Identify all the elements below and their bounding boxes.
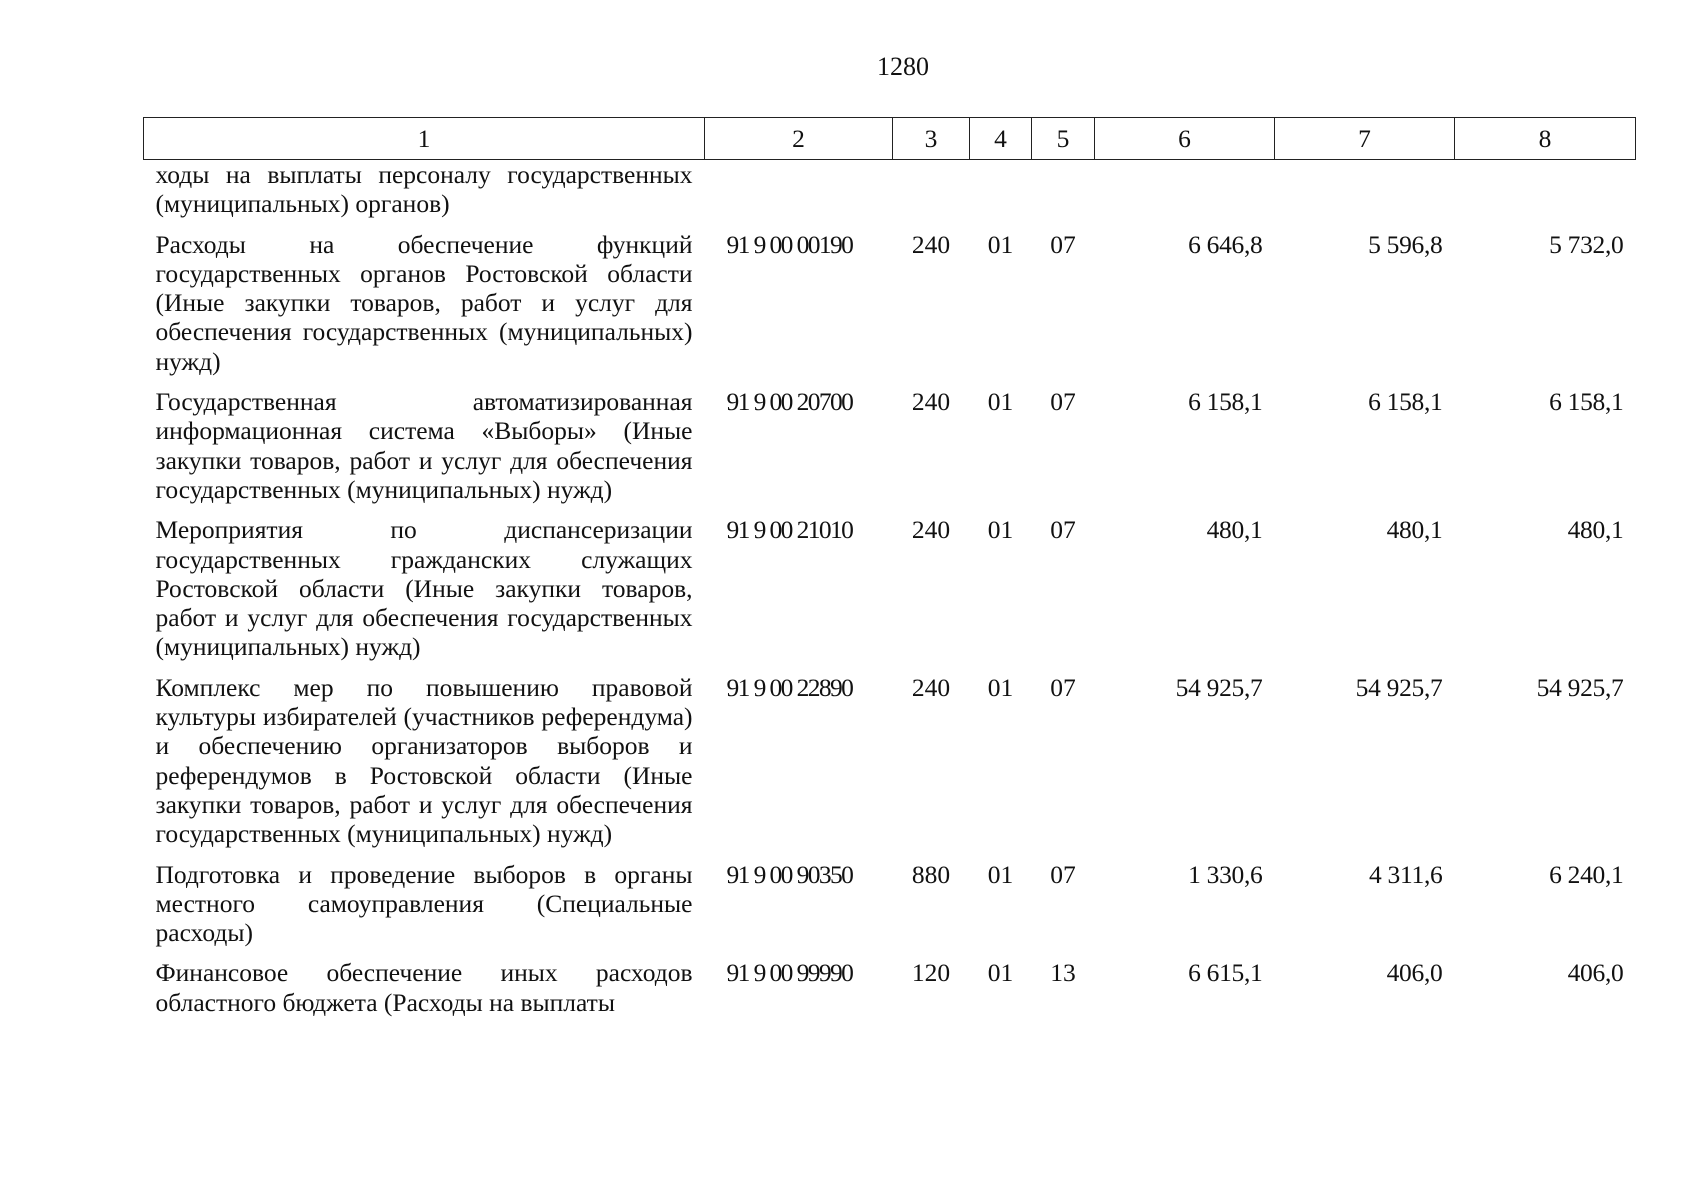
- row-amount-col7: 406,0: [1386, 958, 1443, 988]
- row-amount-col7: 4 311,6: [1369, 859, 1443, 889]
- row-subsection: 07: [1050, 515, 1076, 545]
- row-target-code: 91 9 00 90350: [726, 859, 853, 889]
- column-header-2: 2: [705, 118, 893, 160]
- row-amount-col6: 6 158,1: [1188, 387, 1263, 417]
- row-section: 01: [987, 229, 1014, 259]
- row-expense-type: 120: [911, 958, 951, 988]
- row-description: Комплекс мер по повышению правовой культуры избирателей (участников референдума) и обеспечению организаторов выборов и референдумов в Ростовской области (Иные закупки товаров, работ и услуг для обеспечения государственных (муниципальных) нужд): [155, 672, 693, 849]
- column-header-4: 4: [970, 118, 1032, 160]
- row-expense-type: 240: [911, 229, 951, 259]
- row-amount-col8: 6 158,1: [1549, 387, 1624, 417]
- continued-description: ходы на выплаты персоналу государственных (муниципальных) органов): [155, 160, 693, 219]
- table-header: [144, 118, 1636, 160]
- row-amount-col8: 6 240,1: [1549, 859, 1624, 889]
- row-subsection: 07: [1050, 229, 1076, 259]
- row-amount-col8: 5 732,0: [1549, 229, 1624, 259]
- row-target-code: 91 9 00 22890: [726, 672, 853, 702]
- row-amount-col8: 406,0: [1567, 958, 1624, 988]
- row-description: Расходы на обеспечение функций государственных органов Ростовской области (Иные закупки товаров, работ и услуг для обеспечения государственных (муниципальных) нужд): [155, 229, 693, 376]
- row-amount-col8: 54 925,7: [1536, 672, 1624, 702]
- row-description: Государственная автоматизированная информационная система «Выборы» (Иные закупки товаров, работ и услуг для обеспечения государственных (муниципальных) нужд): [155, 387, 693, 504]
- continued-row: [144, 160, 1636, 230]
- table-row: [144, 387, 1636, 515]
- row-expense-type: 880: [911, 859, 951, 889]
- row-amount-col7: 6 158,1: [1368, 387, 1443, 417]
- row-expense-type: 240: [911, 387, 951, 417]
- row-amount-col7: 54 925,7: [1355, 672, 1443, 702]
- row-subsection: 13: [1050, 958, 1076, 988]
- row-target-code: 91 9 00 20700: [726, 387, 853, 417]
- row-amount-col7: 5 596,8: [1368, 229, 1443, 259]
- row-section: 01: [987, 672, 1014, 702]
- row-amount-col6: 6 646,8: [1188, 229, 1263, 259]
- budget-table: [143, 117, 1636, 1028]
- table-row: [144, 958, 1636, 1028]
- row-amount-col6: 480,1: [1206, 515, 1263, 545]
- row-expense-type: 240: [911, 515, 951, 545]
- row-target-code: 91 9 00 21010: [726, 515, 853, 545]
- column-header-6: 6: [1095, 118, 1275, 160]
- table-body: [144, 160, 1636, 1029]
- row-description: Мероприятия по диспансеризации государственных гражданских служащих Ростовской области (Иные закупки товаров, работ и услуг для обеспечения государственных (муниципальных) нужд): [155, 515, 693, 662]
- row-section: 01: [987, 387, 1014, 417]
- row-amount-col6: 6 615,1: [1188, 958, 1263, 988]
- row-amount-col6: 54 925,7: [1175, 672, 1263, 702]
- column-header-1: 1: [144, 118, 705, 160]
- row-subsection: 07: [1050, 672, 1076, 702]
- table-row: [144, 673, 1636, 860]
- row-description: Подготовка и проведение выборов в органы местного самоуправления (Специальные расходы): [155, 859, 693, 948]
- row-subsection: 07: [1050, 387, 1076, 417]
- column-header-7: 7: [1275, 118, 1455, 160]
- row-section: 01: [987, 515, 1014, 545]
- row-expense-type: 240: [911, 672, 951, 702]
- header-row: [144, 118, 1636, 160]
- column-header-5: 5: [1032, 118, 1095, 160]
- column-header-3: 3: [893, 118, 970, 160]
- row-target-code: 91 9 00 00190: [726, 229, 853, 259]
- row-section: 01: [987, 958, 1014, 988]
- row-target-code: 91 9 00 99990: [726, 958, 853, 988]
- row-amount-col8: 480,1: [1567, 515, 1624, 545]
- row-subsection: 07: [1050, 859, 1076, 889]
- column-header-8: 8: [1455, 118, 1636, 160]
- table-row: [144, 860, 1636, 959]
- row-section: 01: [987, 859, 1014, 889]
- page-number: 1280: [877, 52, 929, 81]
- row-amount-col6: 1 330,6: [1188, 859, 1263, 889]
- row-description: Финансовое обеспечение иных расходов областного бюджета (Расходы на выплаты: [155, 958, 693, 1017]
- row-amount-col7: 480,1: [1386, 515, 1443, 545]
- table-row: [144, 230, 1636, 387]
- table-row: [144, 515, 1636, 672]
